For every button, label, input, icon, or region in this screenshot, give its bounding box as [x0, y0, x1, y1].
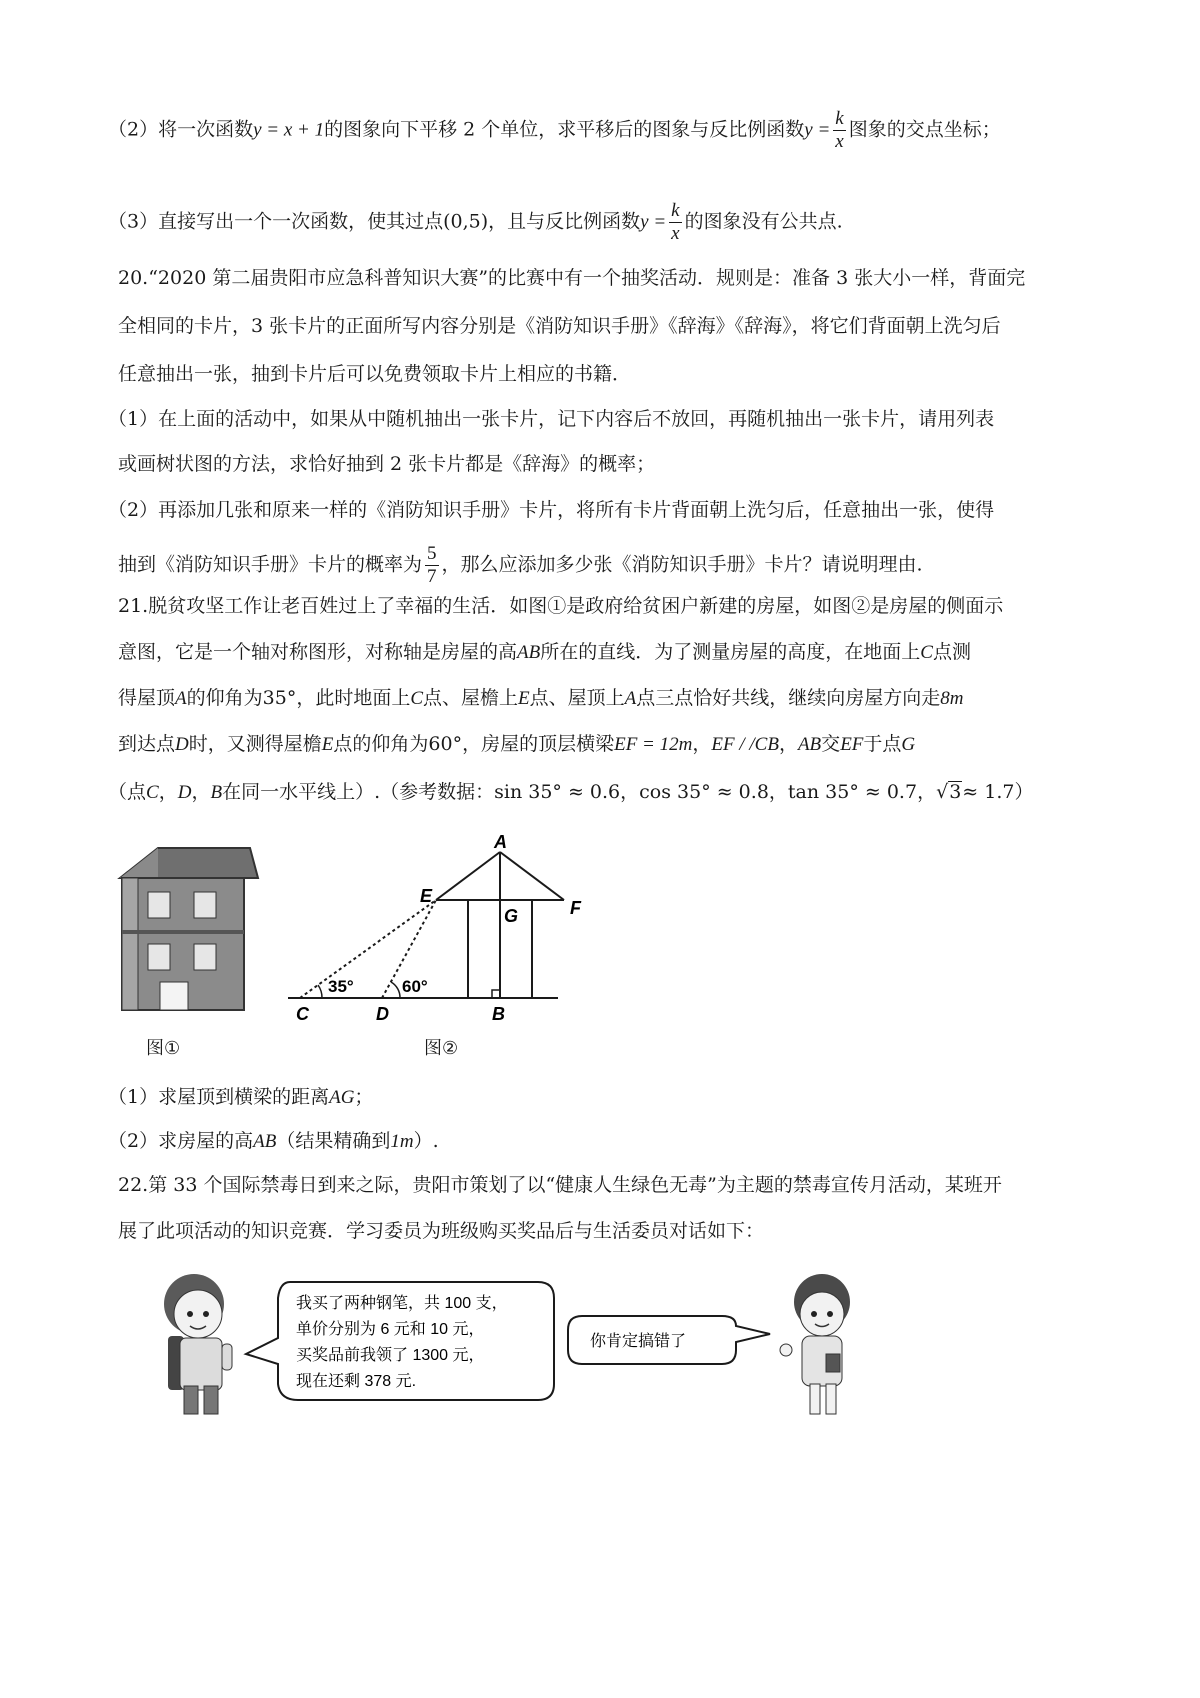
fraction-k-over-x: $\frac{k}{x}$ [835, 108, 844, 152]
point-A: A [494, 832, 507, 852]
house-side-diagram [282, 832, 598, 1032]
bubble-left-line4: 现在还剩 378 元. [296, 1373, 417, 1390]
dialogue-illustration [150, 1268, 870, 1418]
q21-line2: 意图，它是一个轴对称图形，对称轴是房屋的高AB所在的直线．为了测量房屋的高度，在地面上C点测 [118, 641, 971, 663]
q21-line5: （点C，D，B在同一水平线上）.（参考数据：sin 35° ≈ 0.6，cos 35° ≈ 0.8，tan 35° ≈ 0.7，√3≈ 1.7） [108, 781, 1034, 803]
point-B: B [492, 1004, 505, 1024]
q22-line1: 22.第 33 个国际禁毒日到来之际，贵阳市策划了以“健康人生绿色无毒”为主题的禁毒宣传月活动，某班开 [118, 1174, 1002, 1196]
angle-60-label: 60° [402, 977, 428, 996]
q22-line2: 展了此项活动的知识竞赛．学习委员为班级购买奖品后与生活委员对话如下： [118, 1220, 765, 1242]
q21-line3: 得屋顶A的仰角为35°，此时地面上C点、屋檐上E点、屋顶上A点三点恰好共线，继续向房屋方向走8m [118, 687, 964, 709]
bubble-right-text: 你肯定搞错了 [590, 1333, 687, 1350]
girl-figure [780, 1274, 850, 1414]
figure-1-label: 图① [146, 1038, 181, 1059]
point-G: G [504, 906, 519, 926]
q19-part3: （3）直接写出一个一次函数，使其过点(0,5)，且与反比例函数y = $\frac{k}{x}$ 的图象没有公共点. [108, 200, 843, 244]
point-D: D [376, 1004, 389, 1024]
q20-part2-line1: （2）再添加几张和原来一样的《消防知识手册》卡片，将所有卡片背面朝上洗匀后，任意抽出一张，使得 [108, 499, 995, 521]
q20-part2-line2: 抽到《消防知识手册》卡片的概率为 $\frac{5}{7}$ ，那么应添加多少张《消防知识手册》卡片？请说明理由. [118, 543, 923, 587]
q20-part1-line2: 或画树状图的方法，求恰好抽到 2 张卡片都是《辞海》的概率； [118, 453, 656, 475]
q21-line4: 到达点D时，又测得屋檐E点的仰角为60°，房屋的顶层横梁EF = 12m，EF / /CB，AB交EF于点G [118, 733, 916, 755]
boy-figure [164, 1274, 232, 1414]
angle-35-label: 35° [328, 977, 354, 996]
q20-line1: 20.“2020 第二届贵阳市应急科普知识大赛”的比赛中有一个抽奖活动．规则是：准备 3 张大小一样，背面完 [118, 267, 1026, 289]
q21-part2: （2）求房屋的高AB（结果精确到1m）. [108, 1130, 439, 1152]
q20-part1-line1: （1）在上面的活动中，如果从中随机抽出一张卡片，记下内容后不放回，再随机抽出一张卡片，请用列表 [108, 408, 995, 430]
sqrt-sign: √ [936, 781, 949, 803]
bubble-left-line1: 我买了两种钢笔，共 100 支， [296, 1295, 508, 1312]
q19-part2: （2）将一次函数y = x + 1的图象向下平移 2 个单位，求平移后的图象与反比例函数y = $\frac{k}{x}$ 图象的交点坐标； [108, 108, 1001, 152]
point-E: E [420, 886, 433, 906]
bubble-left-line2: 单价分别为 6 元和 10 元， [296, 1321, 485, 1338]
point-C: C [296, 1004, 309, 1024]
house-picture [108, 840, 268, 1015]
q21-part1: （1）求屋顶到横梁的距离AG； [108, 1086, 374, 1108]
figure-2-label: 图② [424, 1038, 459, 1059]
point-F: F [570, 898, 581, 918]
fraction-five-sevenths: $\frac{5}{7}$ [427, 543, 437, 587]
bubble-left-line3: 买奖品前我领了 1300 元， [296, 1347, 485, 1364]
q21-line1: 21.脱贫攻坚工作让老百姓过上了幸福的生活．如图①是政府给贫困户新建的房屋，如图②是房屋的侧面示 [118, 595, 1004, 617]
fraction-k-over-x: $\frac{k}{x}$ [671, 200, 680, 244]
q20-line2: 全相同的卡片，3 张卡片的正面所写内容分别是《消防知识手册》《辞海》《辞海》，将它们背面朝上洗匀后 [118, 315, 1001, 337]
q20-line3: 任意抽出一张，抽到卡片后可以免费领取卡片上相应的书籍． [118, 363, 632, 385]
